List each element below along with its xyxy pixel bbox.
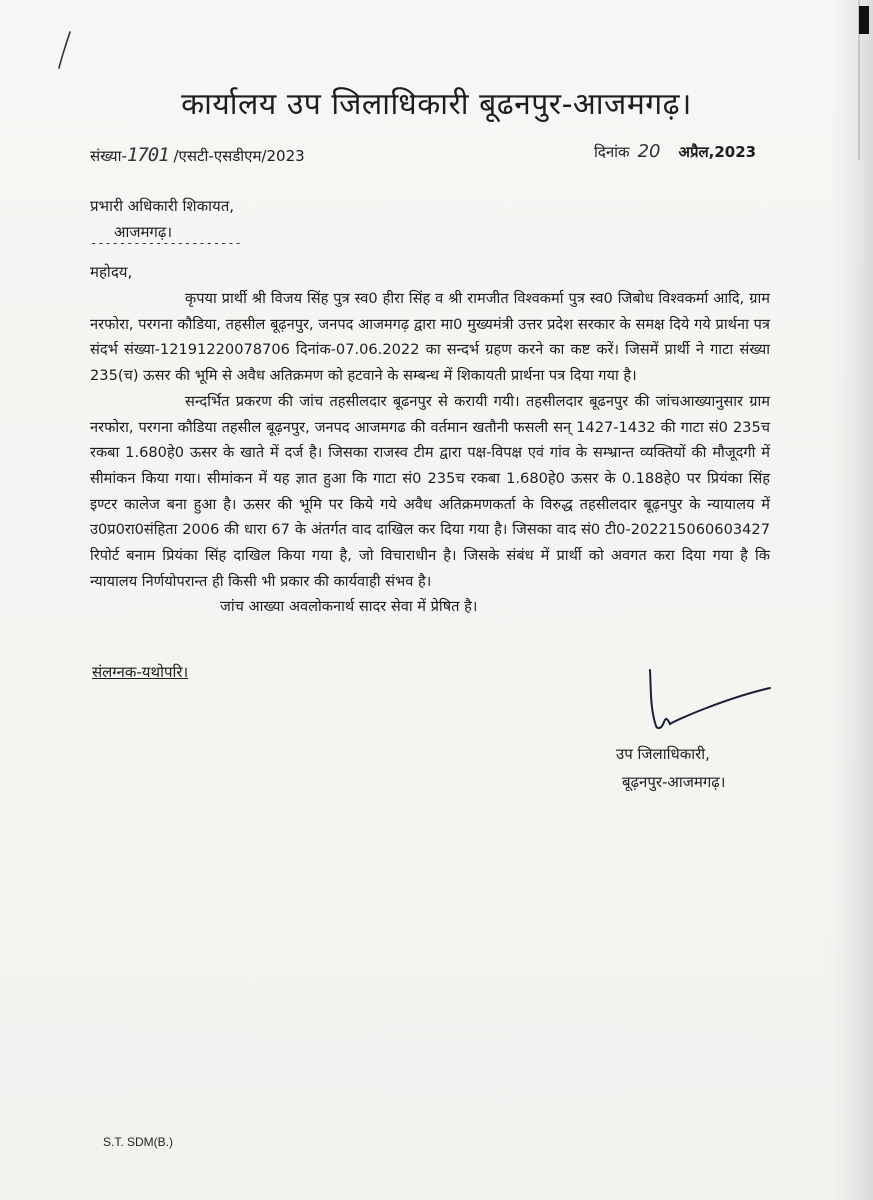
signatory-block — [616, 740, 725, 796]
addressee-divider: --------------------- — [90, 236, 242, 250]
addressee-line-2: आजमगढ़। — [114, 223, 173, 241]
reference-suffix: /एसटी-एसडीएम/2023 — [173, 147, 305, 165]
scan-corner-mark — [859, 6, 869, 34]
handwritten-signature — [636, 668, 776, 738]
body-paragraph-1: कृपया प्रार्थी श्री विजय सिंह पुत्र स्व0 हीरा सिंह व श्री रामजीत विश्वकर्मा पुत्र स्व0 जिबोध विश्वकर्मा आदि, ग्राम नरफोरा, परगना कौडिया, तहसील बूढ़नपुर, जनपद आजमगढ़ द्वारा मा0 मुख्यमंत्री उत्तर प्रदेश सरकार के समक्ष दिये गये प्रार्थना पत्र संदर्भ संख्या-12191220078706 दिनांक-07.06.2022 का सन्दर्भ ग्रहण करने का कष्ट करें। जिसमें प्रार्थी ने गाटा संख्या 235(च) ऊसर की भूमि से अवैध अतिक्रमण को हटवाने के सम्बन्ध में शिकायती प्रार्थना पत्र दिया गया है। — [90, 290, 770, 385]
reference-number — [90, 144, 305, 166]
letter-body — [90, 286, 770, 620]
date-line — [594, 141, 756, 162]
signatory-designation: उप जिलाधिकारी, — [616, 745, 710, 763]
addressee-line-1: प्रभारी अधिकारी शिकायत, — [90, 197, 235, 215]
date-label: दिनांक — [594, 143, 630, 161]
office-title: कार्यालय उप जिलाधिकारी बूढनपुर-आजमगढ़। — [181, 87, 692, 122]
pen-stroke-mark — [50, 30, 80, 70]
footer-initials: S.T. SDM(B.) — [103, 1135, 174, 1149]
date-month-year: अप्रैल,2023 — [678, 143, 757, 161]
body-paragraph-2: सन्दर्भित प्रकरण की जांच तहसीलदार बूढनपुर से करायी गयी। तहसीलदार बूढनपुर की जांचआख्यानुसार ग्राम नरफोरा, परगना कौडिया तहसील बूढ़नपुर, जनपद आजमगढ की वर्तमान खतौनी फसली सन् 1427-1432 की गाटा सं0 235च रकबा 1.680हे0 ऊसर के खाते में दर्ज है। जिसका राजस्व टीम द्वारा पक्ष-विपक्ष एवं गांव के सम्भ्रान्त व्यक्तियों की मौजूदगी में सीमांकन किया गया। सीमांकन में यह ज्ञात हुआ कि गाटा सं0 235च रकबा 1.680हे0 ऊसर के 0.188हे0 पर प्रियंका सिंह इण्टर कालेज बना हुआ है। ऊसर की भूमि पर किये गये अवैध अतिक्रमणकर्ता के विरुद्ध तहसीलदार बूढ़नपुर के न्यायालय में उ0प्र0रा0संहिता 2006 की धारा 67 के अंतर्गत वाद दाखिल कर दिया गया है। जिसका वाद सं0 टी0-202215060603427 रिपोर्ट बनाम प्रियंका सिंह दाखिल किया गया है, जो विचाराधीन है। जिसके संबंध में प्रार्थी को अवगत करा दिया गया है कि न्यायालय निर्णयोपरान्त ही किसी भी प्रकार की कार्यवाही संभव है। — [90, 392, 770, 590]
body-paragraph-3: जांच आख्या अवलोकनार्थ सादर सेवा में प्रेषित है। — [220, 598, 478, 616]
salutation: महोदय, — [90, 263, 133, 281]
scan-edge-shadow — [831, 0, 873, 1200]
reference-prefix: संख्या- — [90, 147, 127, 165]
date-handwritten-day: 20 — [637, 141, 661, 162]
enclosure-note: संलग्नक-यथोपरि। — [92, 663, 189, 681]
reference-handwritten-number: 1701 — [126, 144, 169, 166]
signatory-location: बूढ़नपुर-आजमगढ़। — [622, 773, 726, 791]
